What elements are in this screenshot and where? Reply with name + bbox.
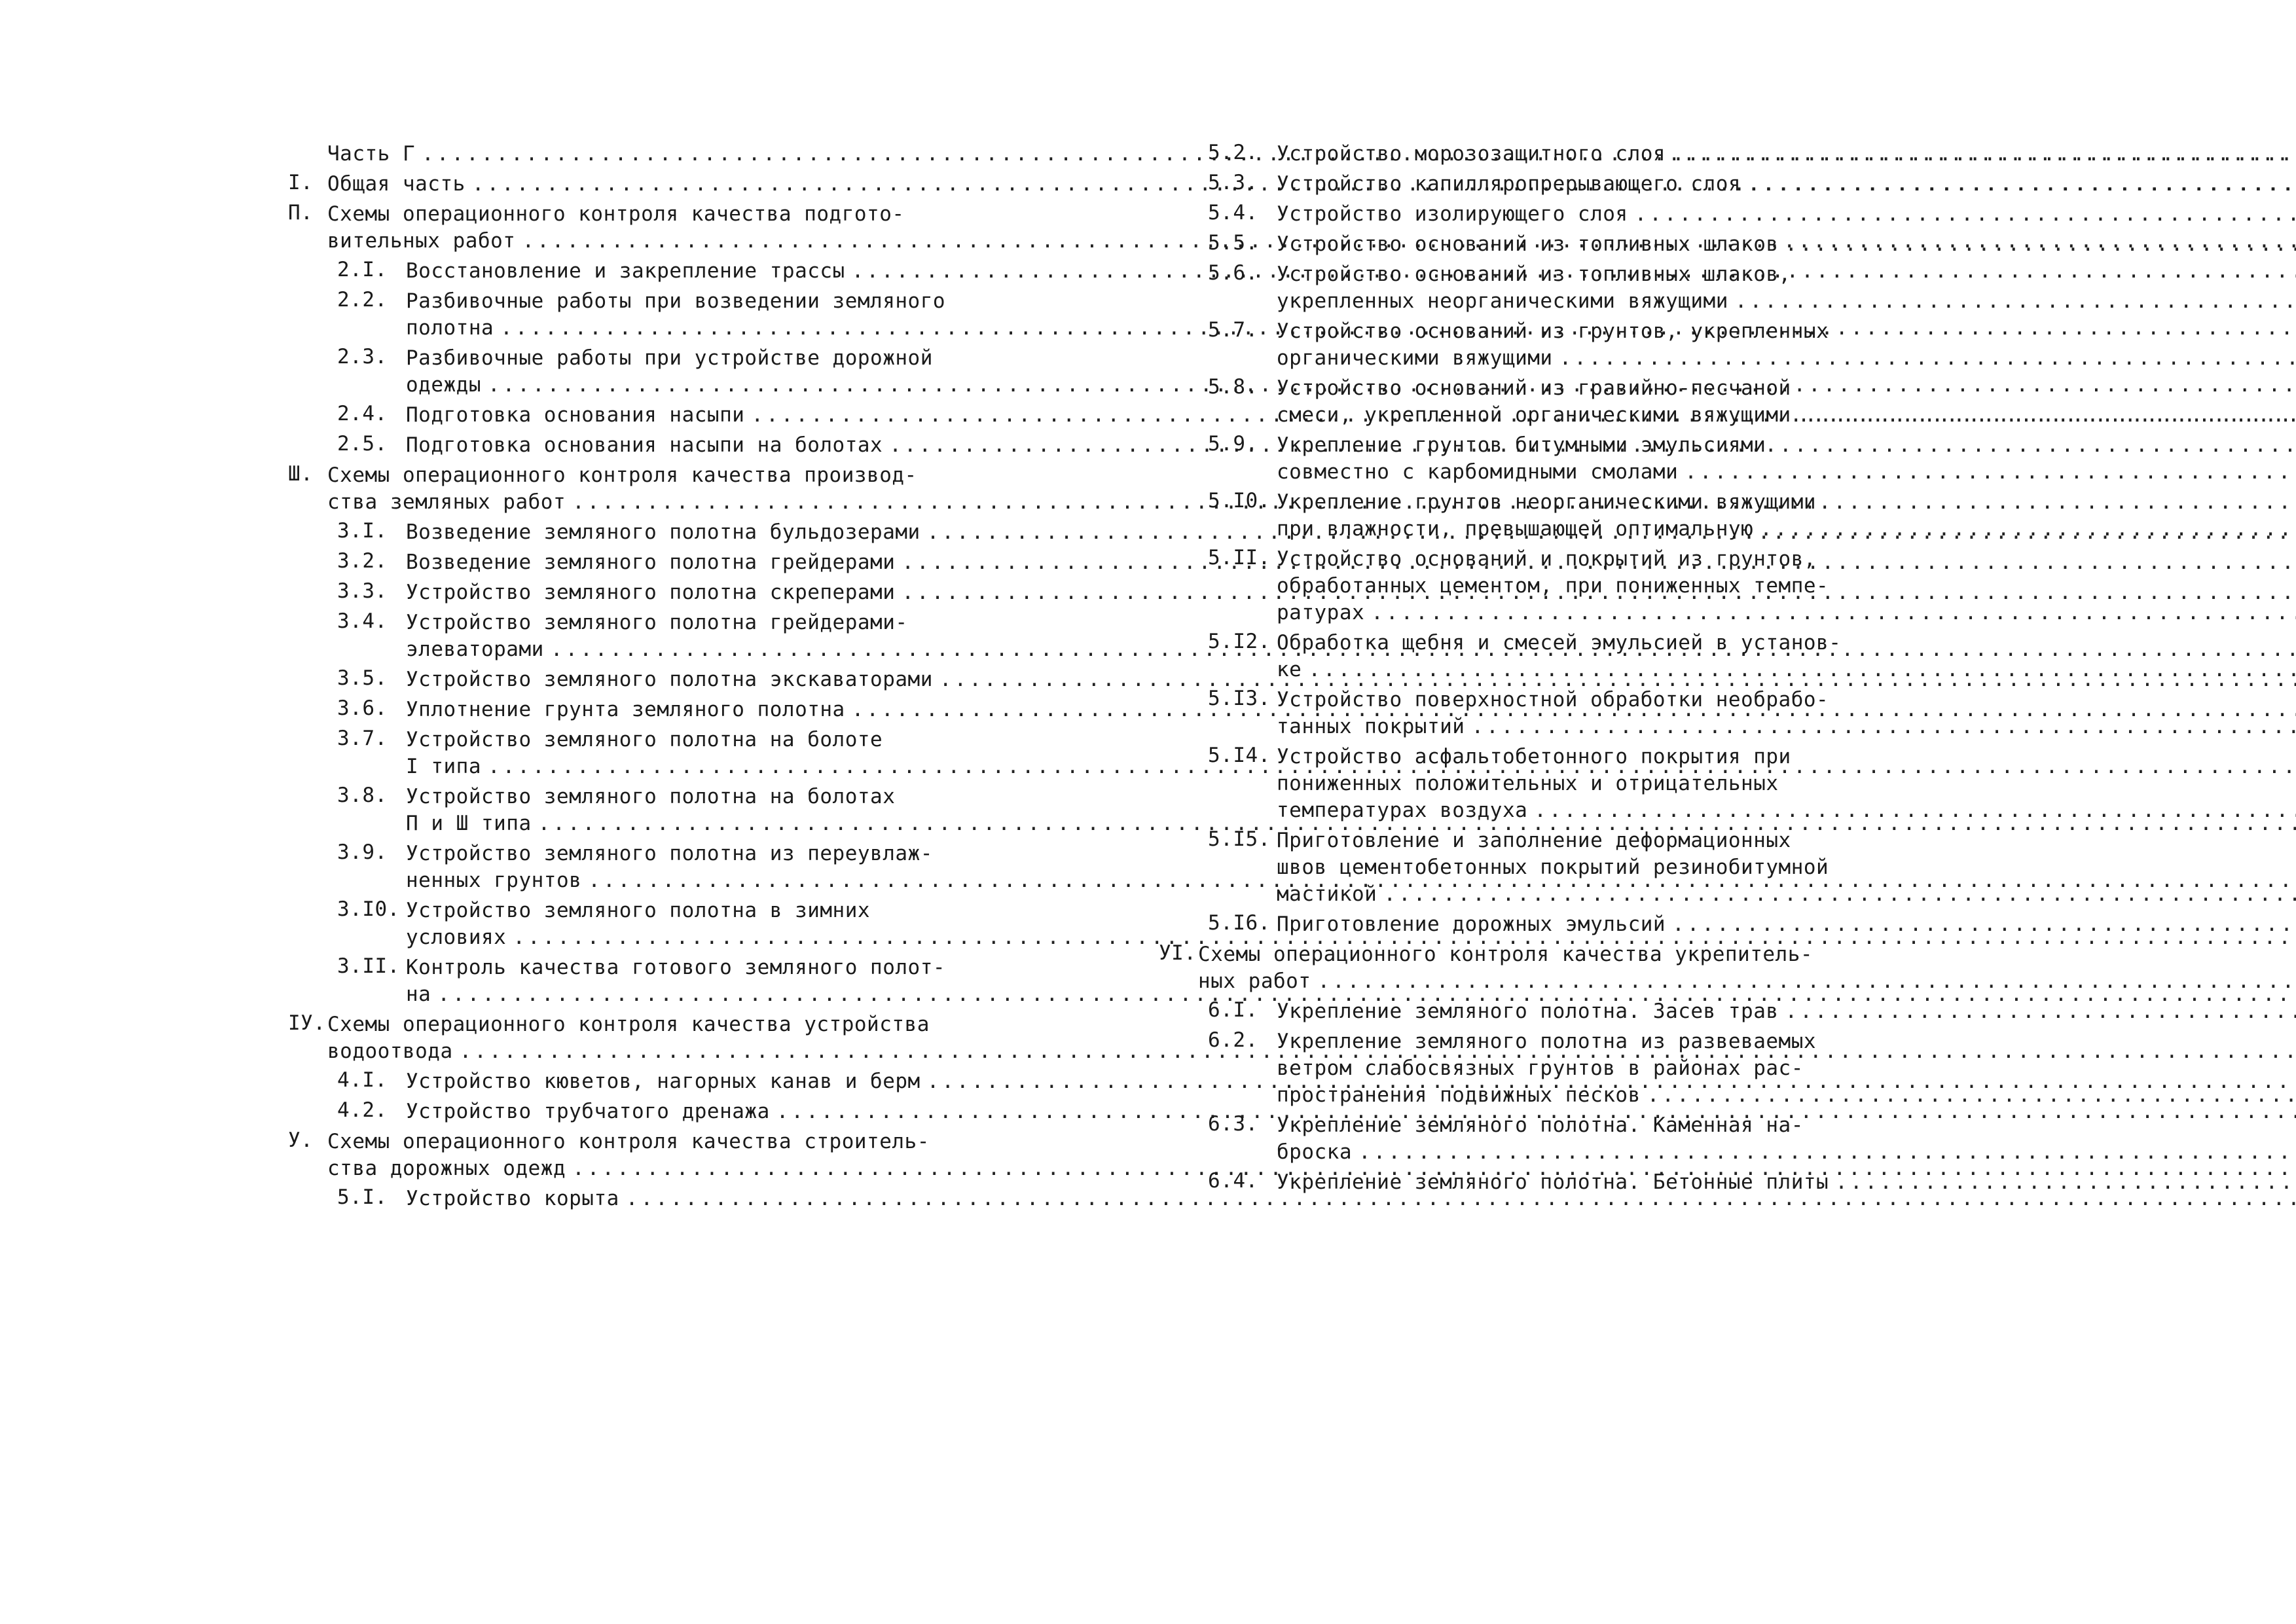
toc-subsection-entry xyxy=(1159,171,1905,198)
toc-entry-title xyxy=(1277,546,2296,626)
toc-subsection-entry xyxy=(288,840,1008,894)
dot-leader xyxy=(1785,998,2296,1025)
dot-leader xyxy=(1559,345,2296,372)
toc-title-line: Укрепление грунтов битумными эмульсиями xyxy=(1277,433,1766,457)
toc-entry-title xyxy=(1277,911,2296,938)
toc-title-line: ратурах xyxy=(1277,601,1365,624)
toc-entry-number: УI. xyxy=(1159,941,1197,965)
dot-leader xyxy=(1308,657,2296,683)
toc-title-line: Схемы операционного контроля качества устройства xyxy=(327,1013,930,1036)
toc-title-line: Устройство земляного полотна экскаваторами xyxy=(406,668,933,691)
toc-title-line: Обработка щебня и смесей эмульсией в установ- xyxy=(1277,631,1842,655)
toc-title-line: ветром слабосвязных грунтов в районах рас- xyxy=(1277,1056,1804,1080)
toc-section-entry xyxy=(288,201,1008,255)
toc-title-line: Устройство оснований из гравийно-песчаной xyxy=(1277,376,1791,400)
toc-entry-number: Ш. xyxy=(288,462,314,486)
toc-title-line: ных работ xyxy=(1198,969,1311,993)
toc-entry-number: 5.I3. xyxy=(1208,687,1271,710)
toc-subsection-entry xyxy=(288,402,1008,429)
dot-leader xyxy=(1358,1139,2296,1166)
toc-subsection-entry xyxy=(1159,201,1905,228)
toc-title-line: Укрепление грунтов неорганическими вяжущими xyxy=(1277,490,1817,514)
toc-entry-number: I. xyxy=(288,171,314,194)
toc-subsection-entry xyxy=(1159,630,1905,683)
toc-subsection-entry xyxy=(288,666,1008,693)
toc-title-line: Устройство изолирующего слоя xyxy=(1277,202,1628,226)
toc-entry-number: 5.I0. xyxy=(1208,489,1271,513)
toc-entry-number: 2.5. xyxy=(337,432,388,456)
toc-entry-title xyxy=(1277,827,2296,908)
toc-title-last-line xyxy=(1277,345,2296,372)
toc-subsection-entry xyxy=(1159,1112,1905,1166)
toc-subsection-entry xyxy=(288,549,1008,576)
toc-section-entry xyxy=(288,1011,1008,1065)
toc-entry-number: 5.6. xyxy=(1208,261,1258,285)
toc-title-line: пониженных положительных и отрицательных xyxy=(1277,772,1779,795)
toc-title-line: I типа xyxy=(406,755,481,778)
toc-entry-number: 3.5. xyxy=(337,666,388,690)
dot-leader xyxy=(1785,231,2296,258)
toc-entry-number: У. xyxy=(288,1128,314,1152)
toc-entry-number: 5.9. xyxy=(1208,432,1258,456)
toc-title-line: ства земляных работ xyxy=(327,490,566,514)
toc-entry-number: 6.3. xyxy=(1208,1112,1258,1136)
toc-entry-number: 6.2. xyxy=(1208,1028,1258,1052)
dot-leader xyxy=(1534,797,2296,824)
toc-title-last-line xyxy=(1277,288,2296,315)
dot-leader xyxy=(1735,288,2296,315)
toc-section-entry xyxy=(288,462,1008,516)
toc-entry-number: П. xyxy=(288,201,314,225)
toc-entry-number: 5.I4. xyxy=(1208,744,1271,767)
toc-title-line: танных покрытий xyxy=(1277,715,1465,738)
toc-entry-number: 3.9. xyxy=(337,840,388,864)
toc-title-line: П и Ш типа xyxy=(406,812,532,835)
toc-subsection-entry xyxy=(1159,687,1905,740)
toc-subsection-entry xyxy=(288,609,1008,663)
toc-entry-title xyxy=(1198,941,2296,995)
toc-title-line: обработанных цементом, при пониженных темпе- xyxy=(1277,574,1829,598)
toc-title-line: Приготовление и заполнение деформационных xyxy=(1277,829,1791,852)
toc-entry-title xyxy=(1277,1028,2296,1109)
dot-leader xyxy=(1471,713,2296,740)
toc-title-line: органическими вяжущими xyxy=(1277,346,1553,370)
toc-title-line: Разбивочные работы при возведении земляного xyxy=(406,289,946,313)
toc-entry-number: 5.8. xyxy=(1208,375,1258,399)
toc-subsection-entry xyxy=(288,727,1008,780)
toc-subsection-entry xyxy=(1159,231,1905,258)
toc-entry-number: 2.4. xyxy=(337,402,388,425)
toc-title-line: Устройство корыта xyxy=(406,1187,619,1210)
toc-section-entry xyxy=(288,171,1008,198)
toc-subsection-entry xyxy=(1159,261,1905,315)
toc-entry-title xyxy=(1277,1169,2296,1196)
toc-title-line: Укрепление земляного полотна. Засев трав xyxy=(1277,1000,1779,1023)
toc-title-line: Схемы операционного контроля качества укрепитель- xyxy=(1198,943,1813,966)
toc-subsection-entry xyxy=(288,1185,1008,1212)
toc-title-line: Устройство земляного полотна грейдерами- xyxy=(406,611,908,634)
toc-title-line: ства дорожных одежд xyxy=(327,1157,566,1180)
toc-title-line: Схемы операционного контроля качества производ- xyxy=(327,463,917,487)
toc-section-entry xyxy=(288,141,1008,168)
dot-leader xyxy=(1798,402,2296,429)
toc-entry-number: 5.4. xyxy=(1208,201,1258,225)
dot-leader xyxy=(1317,968,2296,995)
toc-title-line: Возведение земляного полотна бульдозерами xyxy=(406,520,920,544)
toc-title-line: Общая часть xyxy=(327,172,465,196)
toc-title-line: Устройство поверхностной обработки необрабо- xyxy=(1277,688,1829,712)
toc-entry-number: 5.I. xyxy=(337,1185,388,1209)
toc-title-last-line xyxy=(1277,231,2296,258)
toc-title-line: Укрепление земляного полотна из развеваемых xyxy=(1277,1030,1817,1053)
toc-title-line: Разбивочные работы при устройстве дорожной xyxy=(406,346,933,370)
toc-entry-number: 3.I. xyxy=(337,519,388,543)
toc-entry-number: 3.4. xyxy=(337,609,388,633)
toc-title-line: на xyxy=(406,983,431,1006)
toc-entry-number: 5.2. xyxy=(1208,141,1258,164)
toc-entry-title xyxy=(1277,201,2296,228)
toc-title-line: мастикой xyxy=(1277,882,1377,906)
toc-title-line: водоотвода xyxy=(327,1039,453,1063)
toc-title-last-line xyxy=(1277,171,2296,198)
toc-title-line: ке xyxy=(1277,658,1302,681)
toc-title-last-line xyxy=(1277,911,2296,938)
toc-title-line: Схемы операционного контроля качества подгото- xyxy=(327,202,905,226)
toc-title-line: Устройство земляного полотна на болотах xyxy=(406,785,896,808)
toc-entry-number: 4.I. xyxy=(337,1068,388,1092)
toc-subsection-entry xyxy=(1159,141,1905,168)
toc-entry-number: 2.2. xyxy=(337,288,388,312)
toc-title-line: Устройство земляного полотна скреперами xyxy=(406,581,896,604)
toc-title-last-line xyxy=(1277,201,2296,228)
toc-title-line: Устройство земляного полотна в зимних xyxy=(406,899,871,922)
toc-entry-title xyxy=(1277,489,2296,543)
toc-title-last-line xyxy=(1277,402,2296,429)
toc-entry-number: 3.I0. xyxy=(337,897,400,921)
toc-title-last-line xyxy=(1277,657,2296,683)
toc-title-line: Часть Г xyxy=(327,142,416,166)
toc-title-line: температурах воздуха xyxy=(1277,799,1528,822)
toc-title-line: Устройство трубчатого дренажа xyxy=(406,1100,770,1123)
toc-entry-title xyxy=(1277,1112,2296,1166)
toc-subsection-entry xyxy=(288,432,1008,459)
toc-entry-number: 3.II. xyxy=(337,954,400,978)
toc-title-line: швов цементобетонных покрытий резинобитумной xyxy=(1277,856,1829,879)
toc-subsection-entry xyxy=(288,258,1008,285)
toc-section-entry xyxy=(288,1128,1008,1182)
toc-title-line: вительных работ xyxy=(327,229,516,253)
toc-entry-number: 3.3. xyxy=(337,579,388,603)
toc-title-line: Устройство кюветов, нагорных канав и берм xyxy=(406,1070,920,1093)
toc-subsection-entry xyxy=(1159,375,1905,429)
toc-entry-number: 6.4. xyxy=(1208,1169,1258,1193)
toc-title-line: полотна xyxy=(406,316,494,340)
toc-entry-number: 4.2. xyxy=(337,1098,388,1122)
dot-leader xyxy=(1647,1082,2296,1109)
toc-title-line: Устройство оснований из топливных шлаков, xyxy=(1277,262,1791,286)
toc-title-line: ненных грунтов xyxy=(406,869,582,892)
toc-subsection-entry xyxy=(1159,432,1905,486)
toc-subsection-entry xyxy=(1159,998,1905,1025)
toc-subsection-entry xyxy=(288,579,1008,606)
toc-title-last-line xyxy=(1277,1139,2296,1166)
toc-title-line: броска xyxy=(1277,1140,1352,1164)
toc-subsection-entry xyxy=(1159,827,1905,908)
toc-entry-title xyxy=(1277,744,2296,824)
dot-leader xyxy=(1383,881,2296,908)
toc-entry-number: 3.2. xyxy=(337,549,388,573)
toc-title-line: Уплотнение грунта земляного полотна xyxy=(406,698,845,721)
toc-title-line: Устройство капилляропрерывающего слоя xyxy=(1277,172,1741,196)
toc-title-last-line xyxy=(1198,968,2296,995)
toc-subsection-entry xyxy=(1159,1028,1905,1109)
toc-entry-title xyxy=(1277,998,2296,1025)
toc-subsection-entry xyxy=(1159,744,1905,824)
toc-title-last-line xyxy=(1277,600,2296,626)
toc-entry-title xyxy=(1277,375,2296,429)
toc-title-line: Устройство оснований из грунтов, укрепленных xyxy=(1277,319,1829,343)
toc-entry-number: 5.I5. xyxy=(1208,827,1271,851)
toc-entry-number: 6.I. xyxy=(1208,998,1258,1022)
toc-entry-number: 5.3. xyxy=(1208,171,1258,194)
toc-title-last-line xyxy=(1277,1082,2296,1109)
toc-title-line: Контроль качества готового земляного полот- xyxy=(406,956,946,979)
toc-subsection-entry xyxy=(1159,1169,1905,1196)
toc-entry-title xyxy=(1277,318,2296,372)
toc-title-line: Подготовка основания насыпи на болотах xyxy=(406,433,883,457)
toc-subsection-entry xyxy=(288,954,1008,1008)
toc-title-line: совместно с карбомидными смолами xyxy=(1277,460,1679,484)
toc-title-line: Укрепление земляного полотна. Каменная на- xyxy=(1277,1113,1804,1137)
toc-title-line: Устройство асфальтобетонного покрытия при xyxy=(1277,745,1791,768)
toc-subsection-entry xyxy=(1159,318,1905,372)
toc-entry-number: 3.6. xyxy=(337,696,388,720)
toc-title-line: Приготовление дорожных эмульсий xyxy=(1277,912,1666,936)
toc-title-line: смеси, укрепленной органическими вяжущими xyxy=(1277,403,1791,427)
dot-leader xyxy=(1672,141,2296,168)
dot-leader xyxy=(1835,1169,2296,1196)
toc-title-line: Подготовка основания насыпи xyxy=(406,403,745,427)
toc-subsection-entry xyxy=(288,519,1008,546)
toc-subsection-entry xyxy=(288,1068,1008,1095)
toc-entry-title xyxy=(1277,261,2296,315)
toc-title-last-line xyxy=(1277,797,2296,824)
dot-leader xyxy=(1685,459,2296,486)
toc-entry-title xyxy=(1277,630,2296,683)
toc-entry-number: 5.I2. xyxy=(1208,630,1271,653)
toc-subsection-entry xyxy=(288,696,1008,723)
toc-title-last-line xyxy=(1277,881,2296,908)
toc-entry-number: 5.7. xyxy=(1208,318,1258,342)
toc-title-line: Устройство оснований из топливных шлаков xyxy=(1277,232,1779,256)
toc-title-last-line xyxy=(1277,713,2296,740)
dot-leader xyxy=(1672,911,2296,938)
dot-leader xyxy=(1371,600,2296,626)
toc-subsection-entry xyxy=(288,897,1008,951)
toc-title-line: Возведение земляного полотна грейдерами xyxy=(406,550,896,574)
toc-title-last-line xyxy=(1277,141,2296,168)
toc-title-line: Восстановление и закрепление трассы xyxy=(406,259,845,283)
toc-subsection-entry xyxy=(288,345,1008,399)
toc-title-last-line xyxy=(1277,1169,2296,1196)
toc-subsection-entry xyxy=(288,1098,1008,1125)
toc-subsection-entry xyxy=(288,784,1008,837)
toc-title-line: Устройство земляного полотна на болоте xyxy=(406,728,883,751)
toc-entry-number: 2.I. xyxy=(337,258,388,281)
dot-leader xyxy=(1747,171,2296,198)
toc-entry-title xyxy=(1277,231,2296,258)
toc-title-line: Схемы операционного контроля качества строитель- xyxy=(327,1130,930,1153)
toc-title-line: Устройство морозозащитного слоя xyxy=(1277,142,1666,166)
toc-entry-number: 5.I6. xyxy=(1208,911,1271,935)
toc-entry-title xyxy=(1277,171,2296,198)
toc-title-line: условиях xyxy=(406,926,507,949)
toc-entry-title xyxy=(1277,687,2296,740)
toc-entry-title xyxy=(1277,432,2296,486)
toc-title-last-line xyxy=(1277,459,2296,486)
toc-title-line: укрепленных неорганическими вяжущими xyxy=(1277,289,1728,313)
toc-entry-number: 2.3. xyxy=(337,345,388,369)
toc-title-line: пространения подвижных песков xyxy=(1277,1083,1641,1107)
toc-right-column xyxy=(1159,141,1905,1199)
toc-entry-number: 3.8. xyxy=(337,784,388,807)
toc-title-line: Устройство оснований и покрытий из грунтов, xyxy=(1277,547,1817,571)
toc-title-last-line xyxy=(1277,516,2296,543)
toc-section-entry xyxy=(1159,941,1905,995)
dot-leader xyxy=(1635,201,2296,228)
toc-subsection-entry xyxy=(1159,546,1905,626)
toc-entry-number: IУ. xyxy=(288,1011,326,1035)
toc-title-line: одежды xyxy=(406,373,481,397)
toc-title-last-line xyxy=(1277,998,2296,1025)
toc-title-line: элеваторами xyxy=(406,638,544,661)
toc-left-column xyxy=(288,141,1008,1216)
toc-subsection-entry xyxy=(288,288,1008,342)
toc-entry-title xyxy=(1277,141,2296,168)
toc-subsection-entry xyxy=(1159,911,1905,938)
toc-entry-number: 5.II. xyxy=(1208,546,1271,569)
toc-entry-number: 3.7. xyxy=(337,727,388,750)
toc-subsection-entry xyxy=(1159,489,1905,543)
toc-title-line: Устройство земляного полотна из переувлаж- xyxy=(406,842,933,865)
toc-title-line: при влажности, превышающей оптимальную xyxy=(1277,517,1754,541)
toc-title-line: Укрепление земляного полотна. Бетонные плиты xyxy=(1277,1170,1829,1194)
toc-entry-number: 5.5. xyxy=(1208,231,1258,255)
dot-leader xyxy=(1760,516,2296,543)
